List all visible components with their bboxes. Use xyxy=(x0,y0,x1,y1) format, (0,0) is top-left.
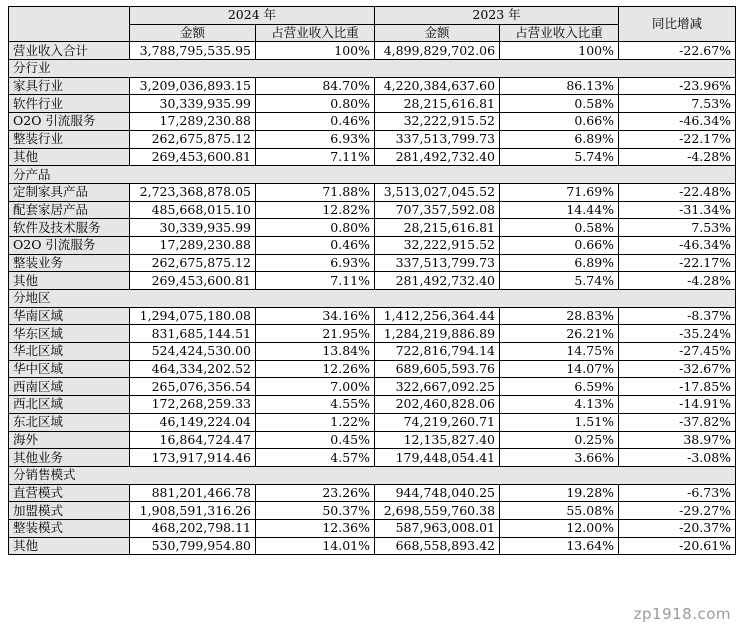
ratio-2024-cell: 12.36% xyxy=(256,519,375,537)
amount-2023-cell: 202,460,828.06 xyxy=(375,396,500,414)
revenue-breakdown-table xyxy=(8,6,736,555)
table-row xyxy=(9,449,736,467)
total-ratio-2023: 100% xyxy=(500,42,619,60)
table-row xyxy=(9,537,736,555)
ratio-2024-cell: 6.93% xyxy=(256,254,375,272)
amount-2023-cell: 707,357,592.08 xyxy=(375,201,500,219)
yoy-cell: 38.97% xyxy=(619,431,736,449)
amount-2024-cell: 172,268,259.33 xyxy=(130,396,256,414)
yoy-cell: -27.45% xyxy=(619,343,736,361)
section-title: 分销售模式 xyxy=(9,466,736,484)
amount-2023-cell: 281,492,732.40 xyxy=(375,272,500,290)
amount-2024-cell: 468,202,798.11 xyxy=(130,519,256,537)
amount-2024-cell: 262,675,875.12 xyxy=(130,254,256,272)
row-label: 整装模式 xyxy=(9,519,130,537)
amount-2024-cell: 30,339,935.99 xyxy=(130,95,256,113)
yoy-cell: -46.34% xyxy=(619,236,736,254)
amount-2024-cell: 173,917,914.46 xyxy=(130,449,256,467)
total-amount-2024: 3,788,795,535.95 xyxy=(130,42,256,60)
header-amount-2023: 金额 xyxy=(375,24,500,42)
amount-2023-cell: 322,667,092.25 xyxy=(375,378,500,396)
ratio-2023-cell: 26.21% xyxy=(500,325,619,343)
ratio-2023-cell: 4.13% xyxy=(500,396,619,414)
table-row xyxy=(9,413,736,431)
header-year-2024: 2024 年 xyxy=(130,7,375,25)
amount-2024-cell: 2,723,368,878.05 xyxy=(130,183,256,201)
ratio-2024-cell: 1.22% xyxy=(256,413,375,431)
amount-2024-cell: 1,294,075,180.08 xyxy=(130,307,256,325)
amount-2023-cell: 28,215,616.81 xyxy=(375,219,500,237)
row-label: 华北区域 xyxy=(9,343,130,361)
table-row xyxy=(9,113,736,131)
row-label: 其他 xyxy=(9,148,130,166)
ratio-2023-cell: 13.64% xyxy=(500,537,619,555)
amount-2024-cell: 881,201,466.78 xyxy=(130,484,256,502)
yoy-cell: -37.82% xyxy=(619,413,736,431)
ratio-2024-cell: 0.46% xyxy=(256,113,375,131)
amount-2024-cell: 17,289,230.88 xyxy=(130,113,256,131)
row-label: 加盟模式 xyxy=(9,502,130,520)
yoy-cell: -4.28% xyxy=(619,272,736,290)
section-title: 分行业 xyxy=(9,60,736,78)
yoy-cell: 7.53% xyxy=(619,219,736,237)
amount-2023-cell: 74,219,260.71 xyxy=(375,413,500,431)
row-label: 家具行业 xyxy=(9,77,130,95)
ratio-2023-cell: 6.89% xyxy=(500,130,619,148)
row-label: 其他 xyxy=(9,537,130,555)
ratio-2024-cell: 0.80% xyxy=(256,95,375,113)
ratio-2023-cell: 86.13% xyxy=(500,77,619,95)
amount-2023-cell: 668,558,893.42 xyxy=(375,537,500,555)
total-label: 营业收入合计 xyxy=(9,42,130,60)
amount-2023-cell: 2,698,559,760.38 xyxy=(375,502,500,520)
ratio-2023-cell: 0.58% xyxy=(500,219,619,237)
table-row xyxy=(9,396,736,414)
header-ratio-2024: 占营业收入比重 xyxy=(256,24,375,42)
yoy-cell: -31.34% xyxy=(619,201,736,219)
amount-2024-cell: 16,864,724.47 xyxy=(130,431,256,449)
amount-2024-cell: 17,289,230.88 xyxy=(130,236,256,254)
amount-2024-cell: 530,799,954.80 xyxy=(130,537,256,555)
table-row xyxy=(9,95,736,113)
yoy-cell: -8.37% xyxy=(619,307,736,325)
table-row xyxy=(9,519,736,537)
row-label: 软件及技术服务 xyxy=(9,219,130,237)
amount-2023-cell: 587,963,008.01 xyxy=(375,519,500,537)
yoy-cell: -23.96% xyxy=(619,77,736,95)
amount-2024-cell: 464,334,202.52 xyxy=(130,360,256,378)
table-row xyxy=(9,236,736,254)
header-blank-cell xyxy=(9,7,130,42)
ratio-2023-cell: 0.58% xyxy=(500,95,619,113)
ratio-2024-cell: 4.55% xyxy=(256,396,375,414)
amount-2023-cell: 944,748,040.25 xyxy=(375,484,500,502)
amount-2024-cell: 269,453,600.81 xyxy=(130,148,256,166)
table-row xyxy=(9,343,736,361)
yoy-cell: -17.85% xyxy=(619,378,736,396)
watermark: zp1918.com xyxy=(633,605,731,623)
row-label: 华中区域 xyxy=(9,360,130,378)
ratio-2023-cell: 14.07% xyxy=(500,360,619,378)
ratio-2023-cell: 5.74% xyxy=(500,148,619,166)
ratio-2024-cell: 4.57% xyxy=(256,449,375,467)
amount-2023-cell: 1,412,256,364.44 xyxy=(375,307,500,325)
table-row xyxy=(9,325,736,343)
row-label: 直营模式 xyxy=(9,484,130,502)
amount-2023-cell: 281,492,732.40 xyxy=(375,148,500,166)
row-label: 其他业务 xyxy=(9,449,130,467)
ratio-2024-cell: 12.26% xyxy=(256,360,375,378)
row-label: 软件行业 xyxy=(9,95,130,113)
row-label: 海外 xyxy=(9,431,130,449)
ratio-2024-cell: 50.37% xyxy=(256,502,375,520)
row-label: 定制家具产品 xyxy=(9,183,130,201)
ratio-2024-cell: 7.11% xyxy=(256,148,375,166)
section-title: 分地区 xyxy=(9,290,736,308)
ratio-2023-cell: 1.51% xyxy=(500,413,619,431)
table-row xyxy=(9,254,736,272)
row-label: 配套家居产品 xyxy=(9,201,130,219)
table-row xyxy=(9,360,736,378)
yoy-cell: -22.17% xyxy=(619,254,736,272)
amount-2023-cell: 689,605,593.76 xyxy=(375,360,500,378)
section-header-row xyxy=(9,466,736,484)
table-row xyxy=(9,272,736,290)
section-header-row xyxy=(9,290,736,308)
amount-2023-cell: 3,513,027,045.52 xyxy=(375,183,500,201)
ratio-2024-cell: 21.95% xyxy=(256,325,375,343)
yoy-cell: -32.67% xyxy=(619,360,736,378)
table-row xyxy=(9,201,736,219)
amount-2024-cell: 269,453,600.81 xyxy=(130,272,256,290)
ratio-2024-cell: 6.93% xyxy=(256,130,375,148)
ratio-2024-cell: 23.26% xyxy=(256,484,375,502)
ratio-2023-cell: 6.59% xyxy=(500,378,619,396)
table-row xyxy=(9,502,736,520)
header-ratio-2023: 占营业收入比重 xyxy=(500,24,619,42)
yoy-cell: -4.28% xyxy=(619,148,736,166)
row-label: O2O 引流服务 xyxy=(9,236,130,254)
table-row xyxy=(9,219,736,237)
amount-2023-cell: 179,448,054.41 xyxy=(375,449,500,467)
header-amount-2024: 金额 xyxy=(130,24,256,42)
header-row-years xyxy=(9,7,736,25)
table-row xyxy=(9,484,736,502)
row-label: 华南区域 xyxy=(9,307,130,325)
yoy-cell: -6.73% xyxy=(619,484,736,502)
section-header-row xyxy=(9,60,736,78)
yoy-cell: 7.53% xyxy=(619,95,736,113)
row-label: 整装行业 xyxy=(9,130,130,148)
total-row xyxy=(9,42,736,60)
ratio-2024-cell: 7.11% xyxy=(256,272,375,290)
amount-2024-cell: 46,149,224.04 xyxy=(130,413,256,431)
ratio-2023-cell: 3.66% xyxy=(500,449,619,467)
row-label: 东北区域 xyxy=(9,413,130,431)
amount-2023-cell: 32,222,915.52 xyxy=(375,113,500,131)
ratio-2023-cell: 55.08% xyxy=(500,502,619,520)
ratio-2024-cell: 0.46% xyxy=(256,236,375,254)
table-row xyxy=(9,307,736,325)
ratio-2023-cell: 6.89% xyxy=(500,254,619,272)
yoy-cell: -46.34% xyxy=(619,113,736,131)
amount-2023-cell: 1,284,219,886.89 xyxy=(375,325,500,343)
amount-2024-cell: 262,675,875.12 xyxy=(130,130,256,148)
ratio-2023-cell: 19.28% xyxy=(500,484,619,502)
amount-2023-cell: 32,222,915.52 xyxy=(375,236,500,254)
header-yoy: 同比增减 xyxy=(619,7,736,42)
amount-2023-cell: 12,135,827.40 xyxy=(375,431,500,449)
amount-2024-cell: 485,668,015.10 xyxy=(130,201,256,219)
total-amount-2023: 4,899,829,702.06 xyxy=(375,42,500,60)
yoy-cell: -29.27% xyxy=(619,502,736,520)
amount-2024-cell: 30,339,935.99 xyxy=(130,219,256,237)
ratio-2023-cell: 0.66% xyxy=(500,236,619,254)
ratio-2024-cell: 13.84% xyxy=(256,343,375,361)
amount-2023-cell: 337,513,799.73 xyxy=(375,130,500,148)
ratio-2023-cell: 14.75% xyxy=(500,343,619,361)
ratio-2024-cell: 7.00% xyxy=(256,378,375,396)
ratio-2023-cell: 71.69% xyxy=(500,183,619,201)
yoy-cell: -35.24% xyxy=(619,325,736,343)
yoy-cell: -22.48% xyxy=(619,183,736,201)
amount-2023-cell: 28,215,616.81 xyxy=(375,95,500,113)
table-row xyxy=(9,130,736,148)
ratio-2023-cell: 14.44% xyxy=(500,201,619,219)
ratio-2024-cell: 0.45% xyxy=(256,431,375,449)
row-label: 西南区域 xyxy=(9,378,130,396)
ratio-2023-cell: 0.66% xyxy=(500,113,619,131)
section-header-row xyxy=(9,166,736,184)
amount-2023-cell: 337,513,799.73 xyxy=(375,254,500,272)
amount-2024-cell: 1,908,591,316.26 xyxy=(130,502,256,520)
yoy-cell: -22.17% xyxy=(619,130,736,148)
amount-2024-cell: 524,424,530.00 xyxy=(130,343,256,361)
table-row xyxy=(9,431,736,449)
ratio-2024-cell: 12.82% xyxy=(256,201,375,219)
ratio-2024-cell: 0.80% xyxy=(256,219,375,237)
yoy-cell: -20.37% xyxy=(619,519,736,537)
amount-2024-cell: 831,685,144.51 xyxy=(130,325,256,343)
row-label: O2O 引流服务 xyxy=(9,113,130,131)
amount-2023-cell: 4,220,384,637.60 xyxy=(375,77,500,95)
ratio-2023-cell: 12.00% xyxy=(500,519,619,537)
row-label: 其他 xyxy=(9,272,130,290)
table-row xyxy=(9,148,736,166)
table-row xyxy=(9,183,736,201)
total-ratio-2024: 100% xyxy=(256,42,375,60)
section-title: 分产品 xyxy=(9,166,736,184)
amount-2024-cell: 3,209,036,893.15 xyxy=(130,77,256,95)
ratio-2024-cell: 71.88% xyxy=(256,183,375,201)
ratio-2024-cell: 84.70% xyxy=(256,77,375,95)
ratio-2024-cell: 14.01% xyxy=(256,537,375,555)
ratio-2023-cell: 5.74% xyxy=(500,272,619,290)
row-label: 整装业务 xyxy=(9,254,130,272)
table-row xyxy=(9,378,736,396)
ratio-2023-cell: 0.25% xyxy=(500,431,619,449)
ratio-2023-cell: 28.83% xyxy=(500,307,619,325)
total-yoy: -22.67% xyxy=(619,42,736,60)
table-row xyxy=(9,77,736,95)
row-label: 西北区域 xyxy=(9,396,130,414)
yoy-cell: -3.08% xyxy=(619,449,736,467)
amount-2024-cell: 265,076,356.54 xyxy=(130,378,256,396)
amount-2023-cell: 722,816,794.14 xyxy=(375,343,500,361)
yoy-cell: -14.91% xyxy=(619,396,736,414)
row-label: 华东区域 xyxy=(9,325,130,343)
ratio-2024-cell: 34.16% xyxy=(256,307,375,325)
header-year-2023: 2023 年 xyxy=(375,7,619,25)
yoy-cell: -20.61% xyxy=(619,537,736,555)
